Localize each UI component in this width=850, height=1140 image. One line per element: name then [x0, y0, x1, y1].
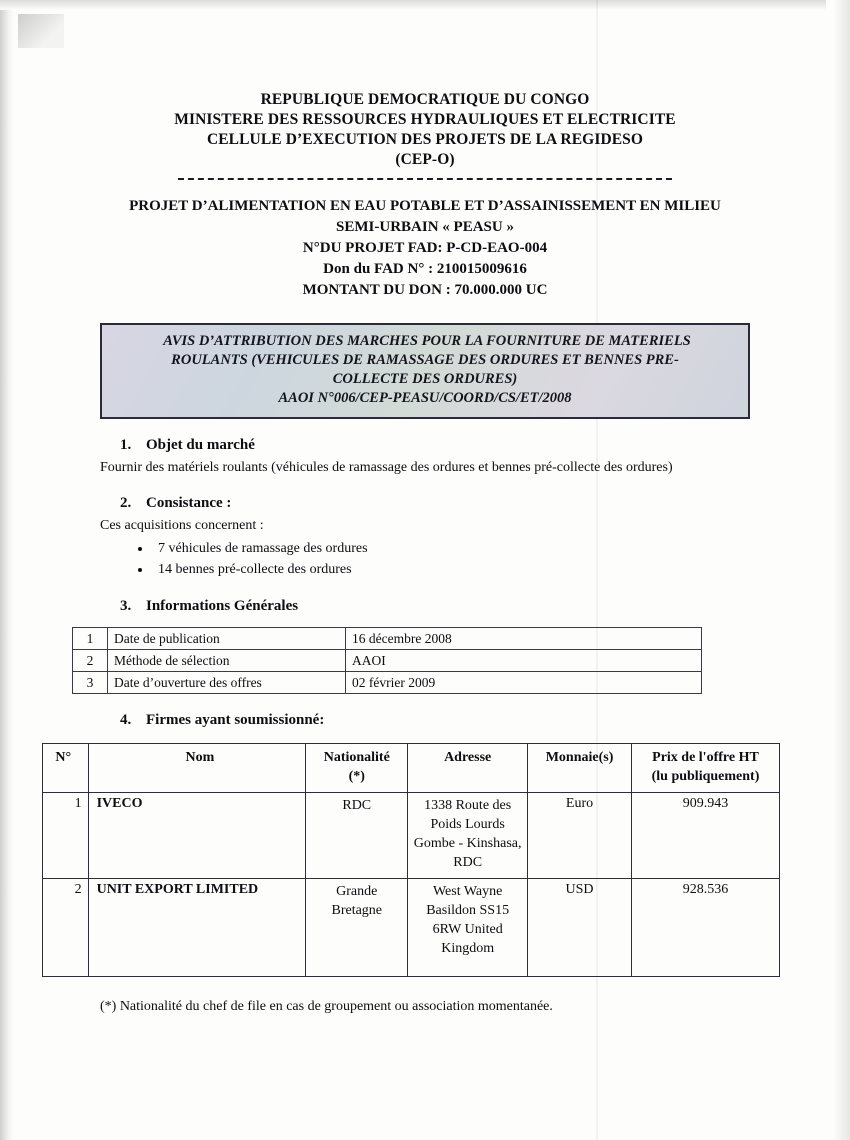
table-row [43, 793, 780, 879]
column-header-address: Adresse [408, 744, 528, 793]
firm-name: IVECO [88, 793, 306, 879]
info-row-label: Méthode de sélection [108, 650, 346, 672]
list-item: • 7 véhicules de ramassage des ordures [152, 538, 850, 559]
firm-currency: Euro [528, 793, 632, 879]
firm-address: West Wayne Basildon SS15 6RW United Kingdom [408, 879, 528, 977]
header-acronym: (CEP-O) [395, 151, 455, 168]
firm-currency: USD [528, 879, 632, 977]
column-header-nationality [306, 744, 408, 793]
header-unit: CELLULE D’EXECUTION DES PROJETS DE LA REGIDESO [206, 131, 644, 148]
column-header-currency: Monnaie(s) [528, 744, 632, 793]
notice-reference: AAOI N°006/CEP-PEASU/COORD/CS/ET/2008 [278, 390, 572, 406]
notice-title-line-2: ROULANTS (VEHICULES DE RAMASSAGE DES ORDURES ET BENNES PRE- [171, 352, 679, 368]
table-header-row [43, 744, 780, 793]
firm-no: 2 [43, 879, 89, 977]
column-header-name: Nom [88, 744, 306, 793]
section-4-title: Firmes ayant soumissionné: [146, 712, 325, 728]
info-row-label: Date de publication [108, 628, 346, 650]
table-footnote: (*) Nationalité du chef de file en cas de groupement ou association momentanée. [100, 999, 553, 1014]
column-header-no: N° [43, 744, 89, 793]
list-item: • 14 bennes pré-collecte des ordures [152, 559, 850, 580]
section-2-bullet-list [0, 538, 850, 580]
firm-price: 928.536 [631, 879, 779, 977]
firm-no: 1 [43, 793, 89, 879]
section-1-number: 1. [120, 437, 132, 453]
firm-name: UNIT EXPORT LIMITED [88, 879, 306, 977]
header-ministry: MINISTERE DES RESSOURCES HYDRAULIQUES ET ELECTRICITE [174, 111, 676, 128]
notice-title-line-1: AVIS D’ATTRIBUTION DES MARCHES POUR LA FOURNITURE DE MATERIELS [163, 333, 691, 349]
column-header-price [631, 744, 779, 793]
section-4-number: 4. [120, 712, 132, 728]
firm-address: 1338 Route des Poids Lourds Gombe - Kinshasa, RDC [408, 793, 528, 879]
section-3-heading [120, 598, 850, 615]
bidding-firms-table [42, 743, 780, 977]
project-title-line-2: SEMI-URBAIN « PEASU » [336, 219, 514, 235]
info-row-label: Date d’ouverture des offres [108, 672, 346, 694]
info-row-index: 1 [73, 628, 108, 650]
project-number: N°DU PROJET FAD: P-CD-EAO-004 [302, 240, 548, 256]
column-header-price-line-1: Prix de l'offre HT [652, 750, 759, 765]
table-row [43, 879, 780, 977]
section-1-title: Objet du marché [146, 437, 255, 453]
section-3-number: 3. [120, 598, 132, 614]
section-4-heading [120, 712, 850, 729]
info-row-index: 3 [73, 672, 108, 694]
notice-title-line-3: COLLECTE DES ORDURES) [332, 371, 518, 387]
section-2-number: 2. [120, 495, 132, 511]
project-title-line-1: PROJET D’ALIMENTATION EN EAU POTABLE ET D’ASSAINISSEMENT EN MILIEU [129, 198, 721, 214]
table-row [73, 650, 702, 672]
section-3-title: Informations Générales [146, 598, 299, 614]
column-header-price-line-2: (lu publiquement) [651, 769, 760, 784]
table-row [73, 628, 702, 650]
column-header-nationality-line-2: (*) [348, 769, 365, 784]
grant-number: Don du FAD N° : 210015009616 [323, 261, 527, 277]
info-row-index: 2 [73, 650, 108, 672]
firm-nationality: RDC [306, 793, 408, 879]
info-row-value: 16 décembre 2008 [346, 628, 702, 650]
section-2-title: Consistance : [146, 495, 232, 511]
section-2-intro: Ces acquisitions concernent : [100, 518, 264, 533]
info-row-value: 02 février 2009 [346, 672, 702, 694]
header-country: REPUBLIQUE DEMOCRATIQUE DU CONGO [260, 91, 590, 108]
general-information-table [72, 627, 702, 694]
table-row [73, 672, 702, 694]
grant-amount: MONTANT DU DON : 70.000.000 UC [302, 282, 548, 298]
section-1-text: Fournir des matériels roulants (véhicules de ramassage des ordures et bennes pré-collecte des ordures) [100, 460, 673, 475]
firm-nationality: Grande Bretagne [306, 879, 408, 977]
section-1-heading [120, 437, 850, 454]
section-2-heading [120, 495, 850, 512]
column-header-nationality-line-1: Nationalité [323, 750, 390, 765]
firm-price: 909.943 [631, 793, 779, 879]
notice-title-box [100, 323, 750, 419]
header-divider [178, 178, 672, 180]
info-row-value: AAOI [346, 650, 702, 672]
